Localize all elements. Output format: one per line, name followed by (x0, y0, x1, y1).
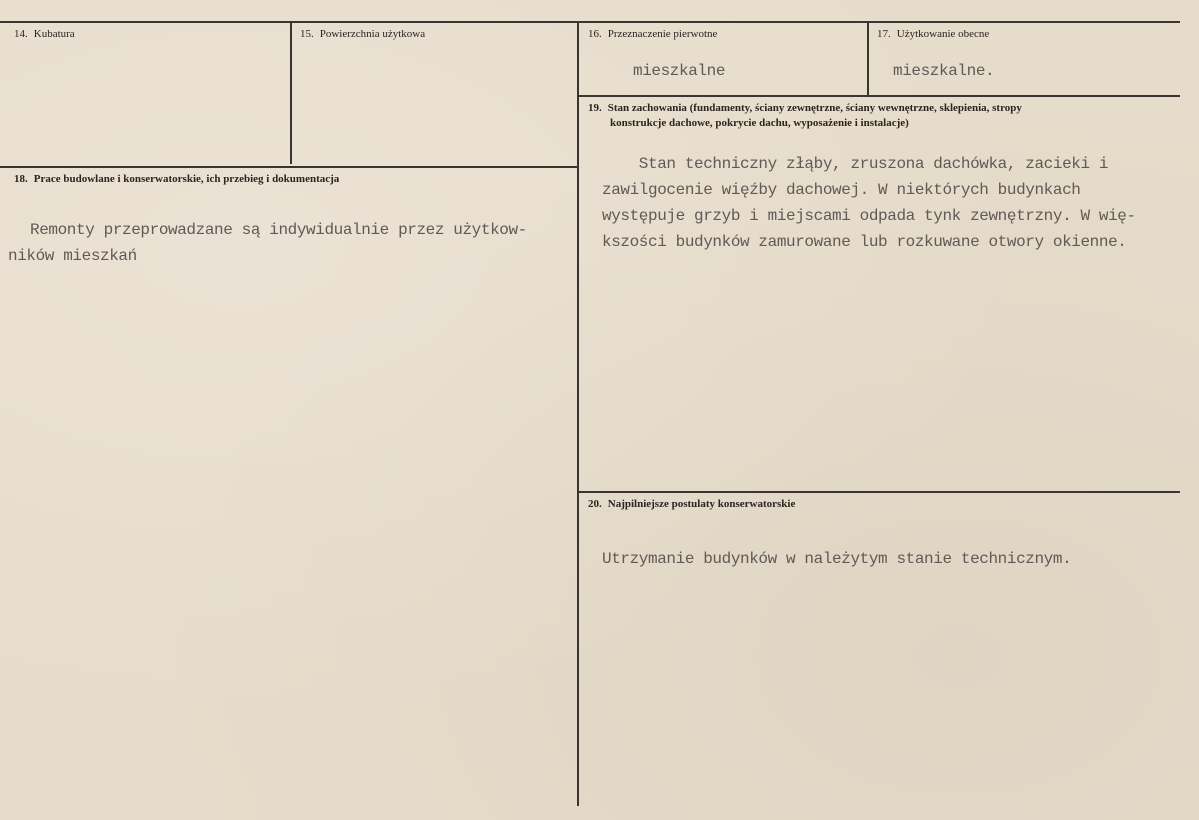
field-19-text-line-3: występuje grzyb i miejscami odpada tynk zewnętrzny. W wię- (602, 207, 1136, 225)
field-18-text-line-1: Remonty przeprowadzane są indywidualnie przez użytkow- (30, 221, 527, 239)
field-18-label: 18. Prace budowlane i konserwatorskie, ich przebieg i dokumentacja (14, 173, 340, 185)
field-16-label: 16. Przeznaczenie pierwotne (588, 28, 718, 40)
field-16-value: mieszkalne (633, 62, 726, 80)
rule-under-16-17 (578, 95, 1180, 97)
field-19-label-cont: konstrukcje dachowe, pokrycie dachu, wyposażenie i instalacje) (610, 117, 909, 129)
field-18-text-line-2: ników mieszkań (8, 247, 137, 265)
divider-16-17 (867, 22, 869, 96)
field-19-text-line-4: kszości budynków zamurowane lub rozkuwane otwory okienne. (602, 233, 1127, 251)
rule-above-18 (0, 166, 578, 168)
divider-14-15 (290, 22, 292, 164)
field-19-label: 19. Stan zachowania (fundamenty, ściany zewnętrzne, ściany wewnętrzne, sklepienia, stropy (588, 102, 1022, 114)
field-19-text-line-2: zawilgocenie więźby dachowej. W niektórych budynkach (602, 181, 1081, 199)
field-20-label: 20. Najpilniejsze postulaty konserwatorskie (588, 498, 796, 510)
field-15-label: 15. Powierzchnia użytkowa (300, 28, 426, 40)
field-17-label: 17. Użytkowanie obecne (877, 28, 990, 40)
rule-above-20 (578, 491, 1180, 493)
field-17-value: mieszkalne. (893, 62, 995, 80)
field-19-text-line-1: Stan techniczny złąby, zruszona dachówka, zacieki i (602, 155, 1109, 173)
field-20-text-line-1: Utrzymanie budynków w należytym stanie technicznym. (602, 550, 1072, 568)
field-14-label: 14. Kubatura (14, 28, 75, 40)
main-vertical-divider (577, 22, 579, 806)
top-rule (0, 21, 1180, 23)
